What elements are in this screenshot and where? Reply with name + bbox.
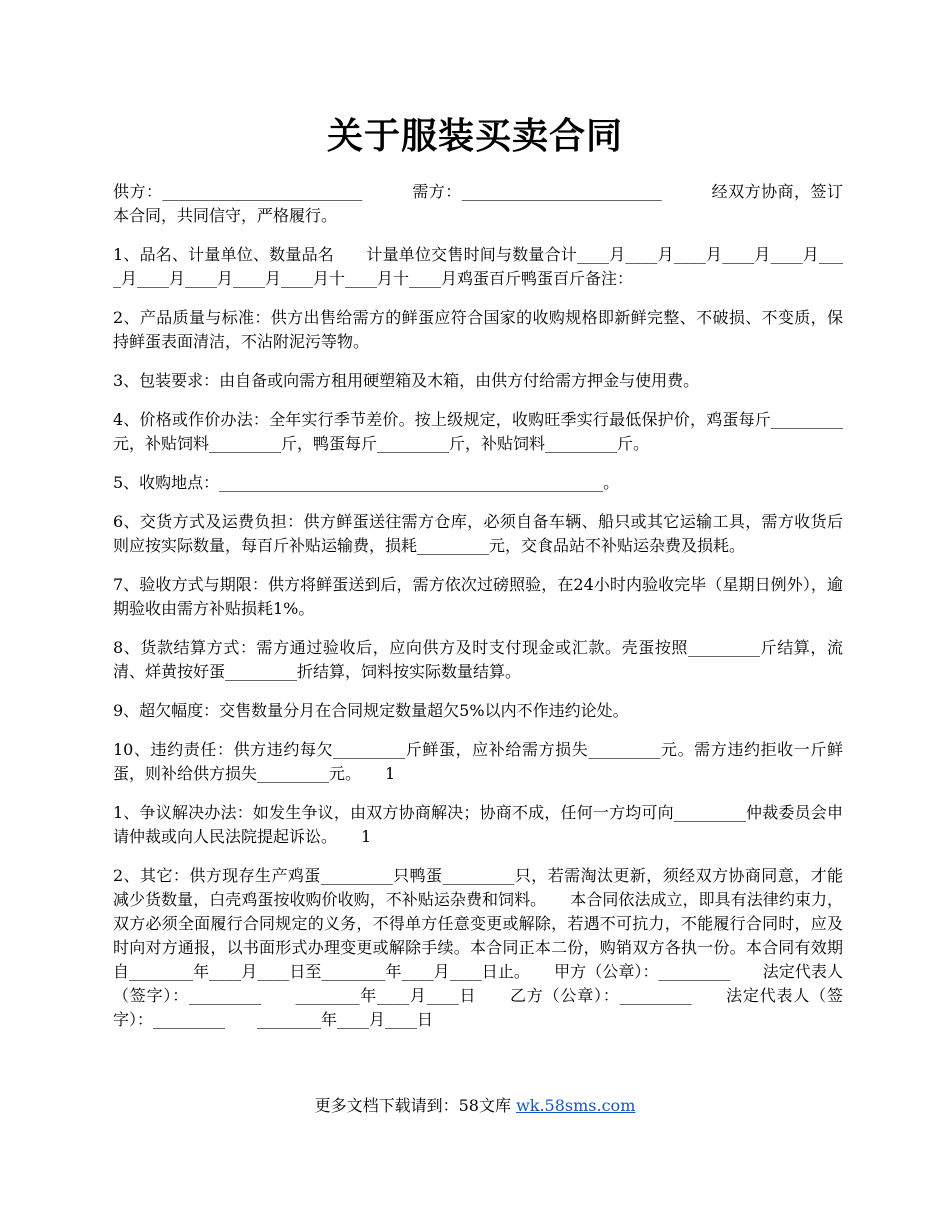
paragraph-clause-6: 6、交货方式及运费负担：供方鲜蛋送往需方仓库，必须自备车辆、船只或其它运输工具，需方收货后则应按实际数量，每百斤补贴运输费，损耗_________元，交食品站不补贴运杂费及损耗。 [113, 512, 843, 555]
footer-text: 更多文档下载请到：58文库 [314, 1096, 517, 1115]
paragraph-clause-4: 4、价格或作价办法：全年实行季节差价。按上级规定，收购旺季实行最低保护价，鸡蛋每斤_________元，补贴饲料_________斤，鸭蛋每斤_________斤，补贴饲料_________斤。 [113, 410, 843, 453]
paragraph-clause-5: 5、收购地点：________________________________________________。 [113, 473, 620, 492]
paragraph-clause-2: 2、产品质量与标准：供方出售给需方的鲜蛋应符合国家的收购规格即新鲜完整、不破损、不变质，保持鲜蛋表面清洁，不沾附泥污等物。 [113, 308, 843, 351]
footer-link[interactable]: wk.58sms.com [516, 1096, 636, 1115]
paragraph-clause-12: 2、其它：供方现存生产鸡蛋_________只鸭蛋_________只，若需淘汰更新，须经双方协商同意，才能减少货数量，白壳鸡蛋按收购价收购，不补贴运杂费和饲料。 本合同依法成立，即具有法律约束力，双方必须全面履行合同规定的义务，不得单方任意变更或解除，若遇不可抗力，不能履行合同时，应及时向对方通报，以书面形式办理变更或解除手续。本合同正本二份，购销双方各执一份。本合同有效期自________年____月____日至________年____月____日止。 甲方（公章）：_________ 法定代表人（签字）：_________ ________年____月____日 乙方（公章）：_________ 法定代表人（签字）：_________ ________年____月____日 [113, 866, 843, 1029]
paragraph-clause-8: 8、货款结算方式：需方通过验收后，应向供方及时支付现金或汇款。壳蛋按照_________斤结算，流清、烊黄按好蛋_________折结算，饲料按实际数量结算。 [113, 638, 843, 681]
paragraph-clause-1: 1、品名、计量单位、数量品名 计量单位交售时间与数量合计____月____月____月____月____月____月____月____月____月____月十____月十____月鸡蛋百斤鸭蛋百斤备注： [113, 245, 843, 288]
paragraph-clause-10: 10、违约责任：供方违约每欠_________斤鲜蛋，应补给需方损失_________元。需方违约拒收一斤鲜蛋，则补给供方损失_________元。 1 [113, 740, 843, 783]
paragraph-clause-11: 1、争议解决办法：如发生争议，由双方协商解决；协商不成，任何一方均可向_________仲裁委员会申请仲裁或向人民法院提起诉讼。 1 [113, 803, 843, 846]
document-title: 关于服装买卖合同 [326, 115, 623, 157]
paragraph-clause-7: 7、验收方式与期限：供方将鲜蛋送到后，需方依次过磅照验，在24小时内验收完毕（星期日例外），逾期验收由需方补贴损耗1%。 [113, 575, 843, 618]
paragraph-clause-9: 9、超欠幅度：交售数量分月在合同规定数量超欠5%以内不作违约论处。 [113, 701, 629, 720]
document-body [113, 180, 843, 1047]
paragraph-clause-3: 3、包装要求：由自备或向需方租用硬塑箱及木箱，由供方付给需方押金与使用费。 [113, 371, 700, 390]
paragraph-parties: 供方：_________________________ 需方：_________________________ 经双方协商，签订本合同，共同信守，严格履行。 [113, 182, 843, 225]
footer [0, 1094, 950, 1118]
